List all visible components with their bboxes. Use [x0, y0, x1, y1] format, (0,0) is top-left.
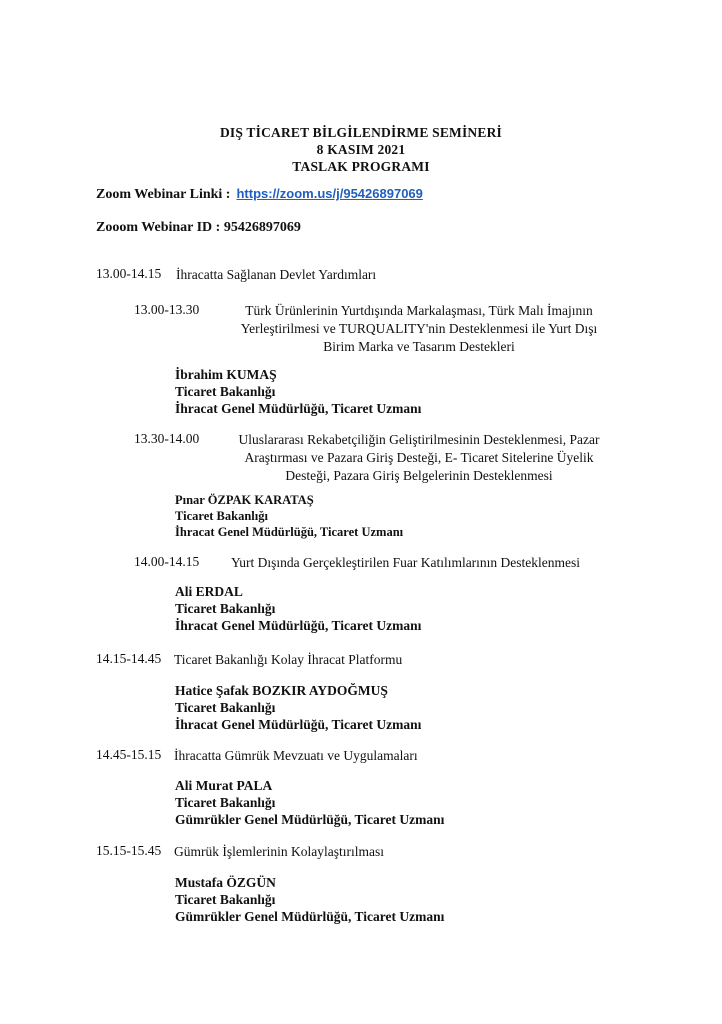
zoom-link-row [96, 186, 423, 203]
speaker-block [175, 682, 421, 733]
seminar-title: DIŞ TİCARET BİLGİLENDİRME SEMİNERİ [219, 125, 502, 140]
block-title: İhracatta Sağlanan Devlet Yardımları [176, 267, 377, 282]
session-title-line: Uluslararası Rekabetçiliğin Geliştirilmesinin Desteklenmesi, Pazar [238, 432, 600, 447]
document-header [0, 124, 722, 175]
session-time: 14.00-14.15 [134, 554, 200, 569]
speaker-name: Pınar ÖZPAK KARATAŞ [175, 493, 314, 507]
session-title-line: Türk Ürünlerinin Yurtdışında Markalaşması, Türk Malı İmajının [245, 303, 593, 318]
seminar-date: 8 KASIM 2021 [316, 142, 406, 157]
speaker-name: Ali Murat PALA [175, 778, 273, 793]
session-title [233, 302, 605, 356]
zoom-id-row [96, 220, 301, 236]
speaker-name: Mustafa ÖZGÜN [175, 875, 276, 890]
session-title-line: Yerleştirilmesi ve TURQUALITY'nin Desteklenmesi ile Yurt Dışı [240, 321, 598, 336]
speaker-organization: Ticaret Bakanlığı [175, 700, 276, 715]
session-time: 14.45-15.15 [96, 747, 162, 762]
session-title: Ticaret Bakanlığı Kolay İhracat Platformu [174, 652, 403, 667]
speaker-organization: Ticaret Bakanlığı [175, 384, 276, 399]
speaker-organization: Ticaret Bakanlığı [175, 509, 268, 523]
session-title: İhracatta Gümrük Mevzuatı ve Uygulamaları [174, 748, 418, 763]
session-title-line: Birim Marka ve Tasarım Destekleri [323, 339, 515, 354]
speaker-name: Ali ERDAL [175, 584, 243, 599]
session-time: 13.30-14.00 [134, 431, 200, 446]
zoom-link-label: Zoom Webinar Linki : [96, 187, 231, 202]
speaker-name: İbrahim KUMAŞ [175, 367, 277, 382]
speaker-department: İhracat Genel Müdürlüğü, Ticaret Uzmanı [175, 618, 422, 633]
zoom-id-text: Zooom Webinar ID : 95426897069 [96, 220, 301, 235]
session-title-line: Desteği, Pazara Giriş Belgelerinin Desteklenmesi [285, 468, 553, 483]
block-time: 13.00-14.15 [96, 266, 162, 281]
session-title: Gümrük İşlemlerinin Kolaylaştırılması [174, 844, 384, 859]
speaker-organization: Ticaret Bakanlığı [175, 601, 276, 616]
session-time: 13.00-13.30 [134, 302, 200, 317]
speaker-department: Gümrükler Genel Müdürlüğü, Ticaret Uzmanı [175, 909, 445, 924]
session-title: Yurt Dışında Gerçekleştirilen Fuar Katılımlarının Desteklenmesi [231, 555, 581, 570]
speaker-organization: Ticaret Bakanlığı [175, 892, 276, 907]
speaker-organization: Ticaret Bakanlığı [175, 795, 276, 810]
speaker-department: İhracat Genel Müdürlüğü, Ticaret Uzmanı [175, 401, 422, 416]
speaker-block [175, 492, 403, 540]
session-title-line: Araştırması ve Pazara Giriş Desteği, E- Ticaret Sitelerine Üyelik [244, 450, 594, 465]
speaker-block [175, 874, 444, 925]
zoom-link[interactable]: https://zoom.us/j/95426897069 [236, 186, 423, 201]
speaker-name: Hatice Şafak BOZKIR AYDOĞMUŞ [175, 683, 388, 698]
session-time: 14.15-14.45 [96, 651, 162, 666]
speaker-block [175, 777, 444, 828]
speaker-block [175, 583, 421, 634]
program-subtitle: TASLAK PROGRAMI [292, 159, 430, 174]
speaker-block [175, 366, 421, 417]
session-title [233, 431, 605, 485]
speaker-department: İhracat Genel Müdürlüğü, Ticaret Uzmanı [175, 717, 422, 732]
speaker-department: İhracat Genel Müdürlüğü, Ticaret Uzmanı [175, 525, 404, 539]
speaker-department: Gümrükler Genel Müdürlüğü, Ticaret Uzmanı [175, 812, 445, 827]
session-time: 15.15-15.45 [96, 843, 162, 858]
